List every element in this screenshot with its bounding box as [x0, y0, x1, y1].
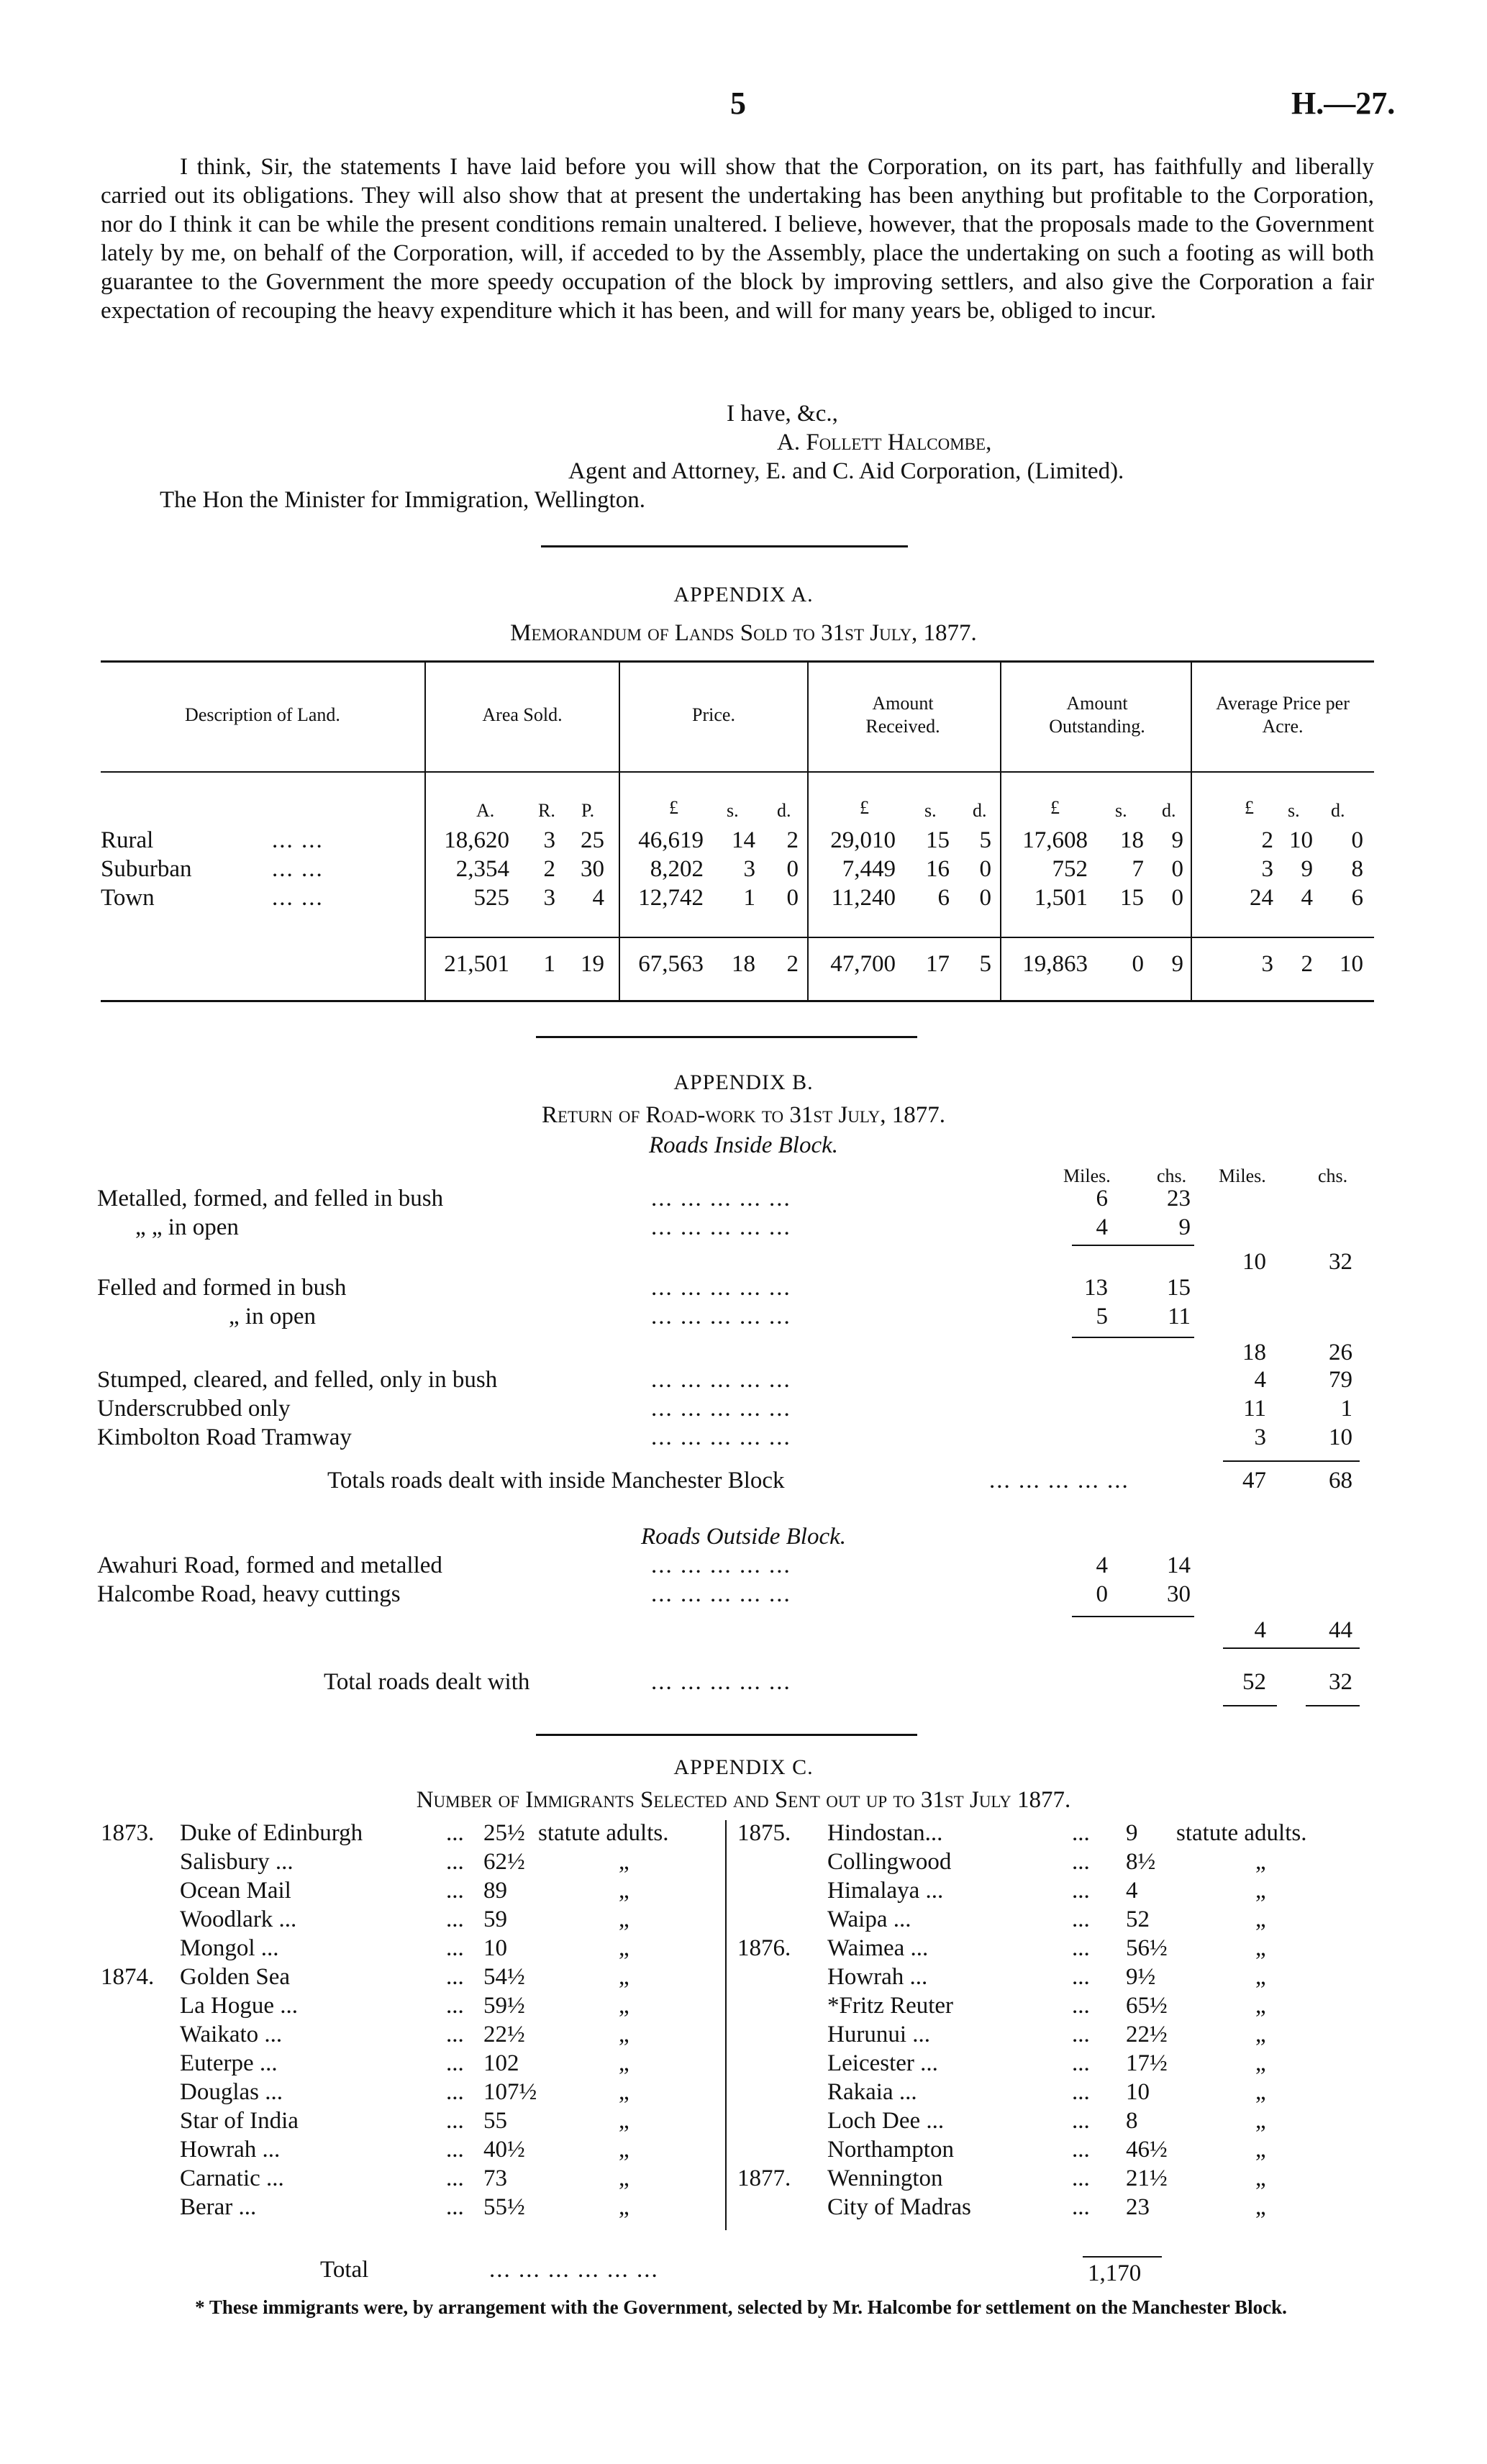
avg-value: 0	[1351, 827, 1363, 853]
received-value: 0	[979, 885, 991, 911]
immigrant-count: 107½	[483, 2079, 537, 2105]
ship-name: Ocean Mail	[180, 1878, 291, 1904]
immigrant-count: 40½	[483, 2137, 525, 2163]
outstanding-value: 17,608	[1022, 827, 1088, 853]
dot-leader: ... ... ... ... ...	[651, 1424, 791, 1450]
col-head-area: Area Sold.	[482, 704, 563, 725]
dot-leader: ...	[446, 2165, 464, 2191]
dot-leader: ...	[446, 1964, 464, 1990]
road-chains: 14	[1167, 1552, 1191, 1578]
ship-name: Hurunui ...	[827, 2022, 930, 2047]
area-value: 30	[581, 856, 604, 882]
immigrant-count: 9	[1126, 1820, 1138, 1846]
col-head-received: Amount Received.	[865, 693, 940, 737]
dot-leader: ... ... ... ... ...	[651, 1214, 791, 1240]
immigrant-count: 25½	[483, 1820, 525, 1846]
dot-leader: ...	[446, 2079, 464, 2105]
appendix-b-title: Return of Road-work to 31st July, 1877.	[541, 1102, 946, 1128]
price-value: 14	[732, 827, 755, 853]
year-label: 1874.	[101, 1964, 155, 1990]
immigrant-count: 46½	[1126, 2137, 1168, 2163]
ship-name: Euterpe ...	[180, 2050, 278, 2076]
area-value: 25	[581, 827, 604, 853]
received-value: 11,240	[831, 885, 896, 911]
ship-name: Himalaya ...	[827, 1878, 944, 1904]
ditto-mark: „	[619, 2022, 629, 2047]
ditto-mark: „	[1255, 2050, 1266, 2076]
dot-leader: ...	[1072, 2079, 1090, 2105]
road-chains: 30	[1167, 1581, 1191, 1607]
price-value: 1	[743, 885, 755, 911]
land-description: Town	[101, 885, 155, 911]
road-miles: 13	[1084, 1275, 1108, 1301]
road-chains: 9	[1178, 1214, 1191, 1240]
unit-roods: R.	[538, 800, 555, 821]
immigrant-count: 52	[1126, 1906, 1150, 1932]
ditto-mark: „	[1255, 1993, 1266, 2019]
outstanding-value: 7	[1132, 856, 1144, 882]
letter-body: I think, Sir, the statements I have laid before you will show that the Corporation, on its part, has faithfully and liberally carried out its obligations. They will also show that at present the undertaking has been anything but profitable to the Corporation, nor do I think it can be while the present conditions remain unaltered. I believe, however, that the proposals made to the Government lately by me, on behalf of the Corporation, will, if acceded to by the Assembly, place the undertaking on such a footing as will both guarantee to the Government the more speedy occupation of the block by improving settlers, and also give the Corporation a fair expectation of recouping the heavy expenditure which it has been, and will for many years be, obliged to incur.	[101, 154, 1374, 324]
dot-leader: ...	[1072, 2022, 1090, 2047]
road-item-label: „ in open	[229, 1304, 316, 1329]
ditto-mark: „	[619, 1849, 629, 1875]
unit-pounds: £	[860, 797, 869, 818]
price-value: 2	[786, 827, 799, 853]
dot-leader: ...	[1072, 1935, 1090, 1961]
avg-value: 4	[1301, 885, 1313, 911]
ship-name: *Fritz Reuter	[827, 1993, 954, 2019]
miles-head: Miles.	[1063, 1165, 1111, 1186]
ship-name: Golden Sea	[180, 1964, 291, 1990]
road-miles: 6	[1096, 1186, 1108, 1211]
received-value: 6	[937, 885, 950, 911]
outstanding-total: 19,863	[1022, 951, 1088, 977]
year-label: 1876.	[737, 1935, 791, 1961]
road-chains: 79	[1329, 1367, 1352, 1393]
ship-name: Mongol ...	[180, 1935, 279, 1961]
footnote: * These immigrants were, by arrangement with the Government, selected by Mr. Halcombe for settlement on the Manchester Block.	[195, 2296, 1287, 2318]
dot-leader: ... ... ... ... ...	[651, 1367, 791, 1393]
road-miles: 0	[1096, 1581, 1108, 1607]
road-item-label: Stumped, cleared, and felled, only in bush	[97, 1367, 498, 1393]
immigrant-count: 73	[483, 2165, 507, 2191]
area-value: 4	[592, 885, 604, 911]
avg-value: 8	[1351, 856, 1363, 882]
immigrant-count: 59½	[483, 1993, 525, 2019]
ditto-mark: „	[1255, 2079, 1266, 2105]
immigrant-count: 17½	[1126, 2050, 1168, 2076]
col-rule	[1191, 662, 1192, 1000]
price-total: 18	[732, 951, 755, 977]
inside-total-chains: 68	[1329, 1468, 1352, 1494]
subtotal-chains: 32	[1329, 1249, 1352, 1275]
outside-block-heading: Roads Outside Block.	[640, 1524, 847, 1550]
ditto-mark: „	[619, 1878, 629, 1904]
ship-name: Waikato ...	[180, 2022, 283, 2047]
dot-leader: ... ... ... ... ...	[651, 1581, 791, 1607]
avg-value: 6	[1351, 885, 1363, 911]
ship-name: Collingwood	[827, 1849, 952, 1875]
dot-leader: ... ...	[272, 827, 324, 853]
road-item-label: Metalled, formed, and felled in bush	[97, 1186, 444, 1211]
subtotal-rule	[1072, 1616, 1194, 1617]
dot-leader: ...	[1072, 2165, 1090, 2191]
outstanding-value: 752	[1052, 856, 1088, 882]
inside-total-miles: 47	[1242, 1468, 1266, 1494]
column-divider	[725, 1820, 727, 2230]
immigrant-count: 23	[1126, 2194, 1150, 2220]
dot-leader: ... ... ... ... ...	[989, 1468, 1129, 1494]
road-item-label: Awahuri Road, formed and metalled	[97, 1552, 442, 1578]
area-total: 1	[543, 951, 555, 977]
price-value: 0	[786, 885, 799, 911]
ship-name: City of Madras	[827, 2194, 971, 2220]
road-chains: 15	[1167, 1275, 1191, 1301]
area-value: 2	[543, 856, 555, 882]
road-miles: 3	[1254, 1424, 1266, 1450]
dot-leader: ... ... ... ... ...	[651, 1396, 791, 1422]
unit-pence: d.	[777, 800, 791, 821]
double-rule	[1306, 1705, 1360, 1706]
divider	[536, 1734, 917, 1736]
grand-total-label: Total roads dealt with	[324, 1669, 530, 1695]
area-total: 19	[581, 951, 604, 977]
dot-leader: ...	[446, 2137, 464, 2163]
avg-value: 2	[1261, 827, 1273, 853]
ship-name: Wennington	[827, 2165, 943, 2191]
road-item-label: Underscrubbed only	[97, 1396, 291, 1422]
dot-leader: ...	[446, 1993, 464, 2019]
ship-name: Duke of Edinburgh	[180, 1820, 363, 1846]
immigrant-count: 59	[483, 1906, 507, 1932]
dot-leader: ...	[446, 2022, 464, 2047]
immigrants-total-label: Total	[320, 2257, 369, 2283]
road-chains: 23	[1167, 1186, 1191, 1211]
letter-closing: I have, &c.,	[727, 401, 838, 427]
inside-total-label: Totals roads dealt with inside Manchester Block	[327, 1468, 785, 1494]
dot-leader: ...	[446, 2050, 464, 2076]
divider	[541, 545, 908, 547]
dot-leader: ...	[1072, 2137, 1090, 2163]
immigrant-count: 55	[483, 2108, 507, 2134]
unit-perches: P.	[581, 800, 595, 821]
dot-leader: ...	[1072, 1993, 1090, 2019]
received-value: 29,010	[830, 827, 896, 853]
ship-name: Loch Dee ...	[827, 2108, 945, 2134]
dot-leader: ... ... ... ... ...	[651, 1552, 791, 1578]
unit-pounds: £	[1050, 797, 1060, 818]
dot-leader: ...	[1072, 1820, 1090, 1846]
unit-shillings: s.	[924, 800, 937, 821]
ditto-mark: „	[619, 2108, 629, 2134]
immigrant-count: 54½	[483, 1964, 525, 1990]
avg-total: 10	[1340, 951, 1363, 977]
received-total: 17	[926, 951, 950, 977]
subtotal-chains: 26	[1329, 1340, 1352, 1365]
divider	[536, 1036, 917, 1038]
dot-leader: ... ... ... ... ...	[651, 1186, 791, 1211]
appendix-a-heading: APPENDIX A.	[673, 583, 814, 606]
subtotal-miles: 18	[1242, 1340, 1266, 1365]
dot-leader: ...	[1072, 1906, 1090, 1932]
immigrant-count: 9½	[1126, 1964, 1156, 1990]
ditto-mark: „	[1255, 1964, 1266, 1990]
road-miles: 11	[1243, 1396, 1266, 1422]
dot-leader: ...	[446, 1820, 464, 1846]
ship-name: Carnatic ...	[180, 2165, 284, 2191]
page-number: 5	[730, 86, 746, 121]
ship-name: Waipa ...	[827, 1906, 911, 1932]
road-item-label: Kimbolton Road Tramway	[97, 1424, 352, 1450]
col-head-outstanding: Amount Outstanding.	[1049, 693, 1145, 737]
dot-leader: ...	[1072, 2194, 1090, 2220]
dot-leader: ...	[446, 1878, 464, 1904]
dot-leader: ... ...	[272, 885, 324, 911]
immigrant-count: 4	[1126, 1878, 1138, 1904]
received-value: 15	[926, 827, 950, 853]
area-value: 18,620	[444, 827, 509, 853]
ditto-mark: „	[1255, 1906, 1266, 1932]
ditto-mark: „	[619, 2079, 629, 2105]
ship-name: Star of India	[180, 2108, 299, 2134]
price-total: 67,563	[638, 951, 704, 977]
double-rule	[1223, 1705, 1277, 1706]
road-miles: 4	[1096, 1214, 1108, 1240]
road-item-label: Felled and formed in bush	[97, 1275, 347, 1301]
unit-shillings: s.	[727, 800, 739, 821]
immigrants-total: 1,170	[1088, 2260, 1142, 2286]
immigrant-count: 10	[1126, 2079, 1150, 2105]
avg-value: 3	[1261, 856, 1273, 882]
ditto-mark: „	[1255, 1878, 1266, 1904]
received-value: 7,449	[842, 856, 896, 882]
total-rule	[424, 937, 1374, 938]
ditto-mark: „	[1255, 2022, 1266, 2047]
area-value: 2,354	[455, 856, 509, 882]
ditto-mark: „	[1255, 2194, 1266, 2220]
table-header-rule	[101, 771, 1374, 773]
unit-shillings: s.	[1115, 800, 1127, 821]
table-bottom-rule	[101, 1000, 1374, 1002]
avg-total: 3	[1261, 951, 1273, 977]
price-value: 46,619	[638, 827, 704, 853]
immigrant-count: 21½	[1126, 2165, 1168, 2191]
signature: A. Follett Halcombe,	[777, 429, 992, 455]
received-value: 16	[926, 856, 950, 882]
received-value: 5	[979, 827, 991, 853]
grand-total-miles: 52	[1242, 1669, 1266, 1695]
ditto-mark: „	[619, 2165, 629, 2191]
dot-leader: ...	[1072, 1964, 1090, 1990]
unit-pence: d.	[1331, 800, 1345, 821]
dot-leader: ...	[1072, 1849, 1090, 1875]
ship-name: Salisbury ...	[180, 1849, 294, 1875]
dot-leader: ... ... ... ... ...	[651, 1669, 791, 1695]
ship-name: Douglas ...	[180, 2079, 283, 2105]
miles-head: Miles.	[1219, 1165, 1266, 1186]
col-head-average: Average Price per Acre.	[1216, 693, 1350, 737]
road-item-label: Halcombe Road, heavy cuttings	[97, 1581, 401, 1607]
dot-leader: ...	[1072, 2050, 1090, 2076]
ditto-mark: „	[619, 2194, 629, 2220]
immigrant-count: 102	[483, 2050, 519, 2076]
ship-name: Howrah ...	[827, 1964, 928, 1990]
dot-leader: ...	[446, 1849, 464, 1875]
col-rule	[1000, 662, 1001, 1000]
road-chains: 11	[1168, 1304, 1191, 1329]
ship-name: Woodlark ...	[180, 1906, 297, 1932]
outside-total-chains: 44	[1329, 1617, 1352, 1643]
price-total: 2	[786, 951, 799, 977]
col-head-price: Price.	[692, 704, 735, 725]
year-label: 1873.	[101, 1820, 155, 1846]
dot-leader: ...	[446, 1906, 464, 1932]
outstanding-value: 18	[1120, 827, 1144, 853]
outstanding-total: 0	[1132, 951, 1144, 977]
unit-pence: d.	[1162, 800, 1176, 821]
document-reference: H.—27.	[1291, 86, 1396, 121]
ship-name: Leicester ...	[827, 2050, 938, 2076]
dot-leader: ...	[446, 2108, 464, 2134]
dot-leader: ...	[446, 2194, 464, 2220]
total-rule	[1083, 2256, 1162, 2258]
unit-pounds: £	[669, 797, 678, 818]
total-rule	[1223, 1647, 1360, 1649]
unit-shillings: s.	[1288, 800, 1300, 821]
dot-leader: ...	[1072, 1878, 1090, 1904]
year-label: 1877.	[737, 2165, 791, 2191]
ditto-mark: „	[619, 2137, 629, 2163]
ditto-mark: „	[619, 1906, 629, 1932]
price-value: 12,742	[638, 885, 704, 911]
col-head-description: Description of Land.	[185, 704, 340, 725]
ship-name: Waimea ...	[827, 1935, 929, 1961]
road-item-label: „ „ in open	[135, 1214, 239, 1240]
road-miles: 4	[1096, 1552, 1108, 1578]
signature-title: Agent and Attorney, E. and C. Aid Corporation, (Limited).	[568, 458, 1124, 484]
unit-acres: A.	[476, 800, 495, 821]
grand-total-chains: 32	[1329, 1669, 1352, 1695]
land-description: Rural	[101, 827, 154, 853]
dot-leader: ... ... ... ... ...	[651, 1304, 791, 1329]
dot-leader: ...	[1072, 2108, 1090, 2134]
received-value: 0	[979, 856, 991, 882]
unit-label: statute adults.	[1176, 1820, 1307, 1846]
price-value: 3	[743, 856, 755, 882]
inside-block-heading: Roads Inside Block.	[648, 1132, 839, 1158]
total-rule	[1223, 1460, 1360, 1462]
price-value: 8,202	[650, 856, 704, 882]
dot-leader: ...	[446, 1935, 464, 1961]
road-miles: 4	[1254, 1367, 1266, 1393]
ditto-mark: „	[1255, 2137, 1266, 2163]
ditto-mark: „	[619, 1964, 629, 1990]
road-chains: 10	[1329, 1424, 1352, 1450]
road-miles: 5	[1096, 1304, 1108, 1329]
unit-pounds: £	[1245, 797, 1254, 818]
unit-label: statute adults.	[538, 1820, 669, 1846]
immigrant-count: 8	[1126, 2108, 1138, 2134]
ditto-mark: „	[1255, 2108, 1266, 2134]
ditto-mark: „	[619, 1993, 629, 2019]
outstanding-value: 15	[1120, 885, 1144, 911]
appendix-c-title: Number of Immigrants Selected and Sent out up to 31st July 1877.	[416, 1787, 1071, 1813]
outstanding-total: 9	[1171, 951, 1183, 977]
subtotal-miles: 10	[1242, 1249, 1266, 1275]
immigrant-count: 22½	[483, 2022, 525, 2047]
appendix-c-heading: APPENDIX C.	[673, 1755, 814, 1779]
immigrant-count: 65½	[1126, 1993, 1168, 2019]
dot-leader: ... ... ... ... ... ...	[489, 2257, 659, 2283]
outstanding-value: 9	[1171, 827, 1183, 853]
avg-value: 10	[1289, 827, 1313, 853]
subtotal-rule	[1072, 1337, 1194, 1338]
ship-name: La Hogue ...	[180, 1993, 299, 2019]
area-total: 21,501	[444, 951, 509, 977]
received-total: 47,700	[830, 951, 896, 977]
immigrant-count: 89	[483, 1878, 507, 1904]
dot-leader: ... ...	[272, 856, 324, 882]
immigrant-count: 55½	[483, 2194, 525, 2220]
appendix-a-title: Memorandum of Lands Sold to 31st July, 1877.	[510, 620, 977, 646]
immigrant-count: 8½	[1126, 1849, 1156, 1875]
appendix-b-heading: APPENDIX B.	[673, 1070, 814, 1094]
ditto-mark: „	[1255, 1849, 1266, 1875]
area-value: 525	[473, 885, 509, 911]
ship-name: Northampton	[827, 2137, 954, 2163]
ditto-mark: „	[619, 2050, 629, 2076]
ditto-mark: „	[1255, 2165, 1266, 2191]
ship-name: Howrah ...	[180, 2137, 281, 2163]
land-description: Suburban	[101, 856, 192, 882]
outside-total-miles: 4	[1254, 1617, 1266, 1643]
outstanding-value: 0	[1171, 885, 1183, 911]
ditto-mark: „	[1255, 1935, 1266, 1961]
subtotal-rule	[1072, 1245, 1194, 1246]
outstanding-value: 0	[1171, 856, 1183, 882]
ship-name: Rakaia ...	[827, 2079, 917, 2105]
year-label: 1875.	[737, 1820, 791, 1846]
immigrant-count: 10	[483, 1935, 507, 1961]
avg-total: 2	[1301, 951, 1313, 977]
ditto-mark: „	[619, 1935, 629, 1961]
area-value: 3	[543, 827, 555, 853]
addressee: The Hon the Minister for Immigration, Wellington.	[160, 487, 645, 513]
col-rule	[807, 662, 809, 1000]
avg-value: 24	[1250, 885, 1273, 911]
area-value: 3	[543, 885, 555, 911]
received-total: 5	[979, 951, 991, 977]
unit-pence: d.	[973, 800, 987, 821]
table-top-rule	[101, 660, 1374, 663]
chains-head: chs.	[1318, 1165, 1348, 1186]
immigrant-count: 56½	[1126, 1935, 1168, 1961]
immigrant-count: 22½	[1126, 2022, 1168, 2047]
outstanding-value: 1,501	[1034, 885, 1088, 911]
ship-name: Hindostan...	[827, 1820, 943, 1846]
avg-value: 9	[1301, 856, 1313, 882]
ship-name: Berar ...	[180, 2194, 257, 2220]
immigrant-count: 62½	[483, 1849, 525, 1875]
chains-head: chs.	[1157, 1165, 1187, 1186]
dot-leader: ... ... ... ... ...	[651, 1275, 791, 1301]
price-value: 0	[786, 856, 799, 882]
road-chains: 1	[1340, 1396, 1352, 1422]
